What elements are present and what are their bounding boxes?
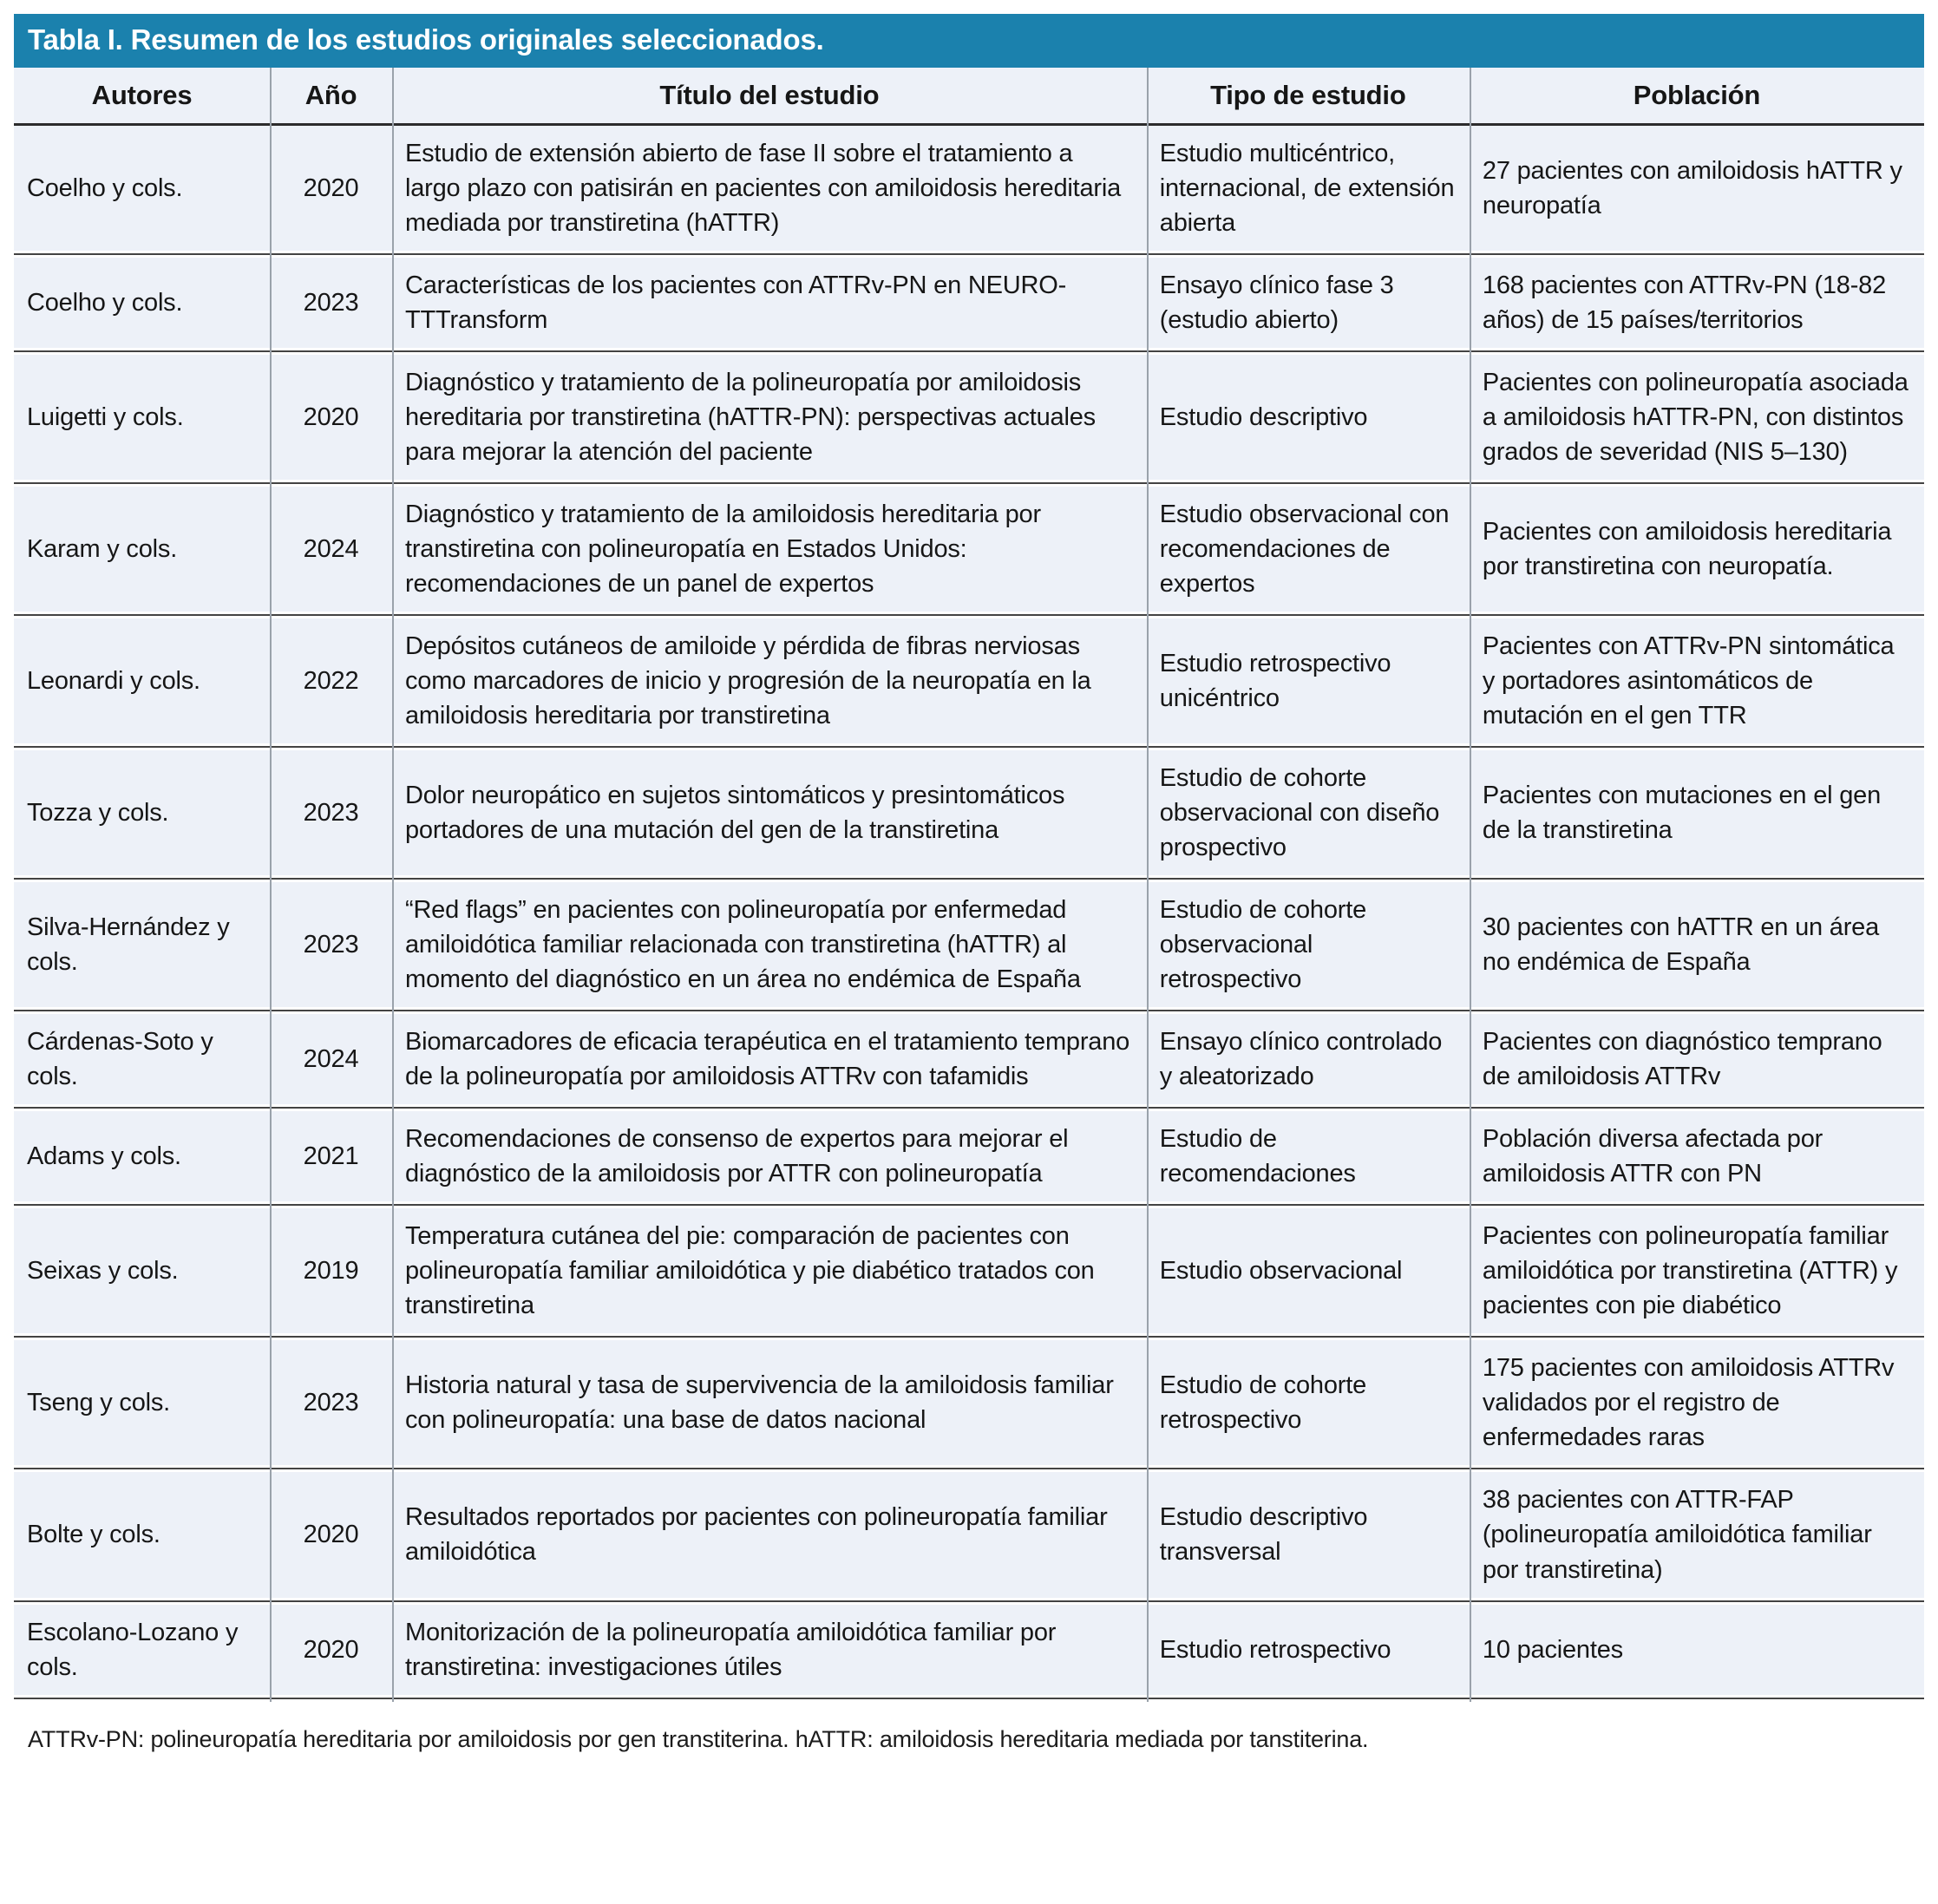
cell-titulo: Dolor neuropático en sujetos sintomáticos y presintomáticos portadores de una mutación del gen de la transtiretina	[404, 782, 1065, 845]
row-separator	[14, 251, 1924, 258]
cell-ano: 2020	[303, 403, 359, 432]
column-header-ano: Año	[304, 80, 357, 110]
column-header-tipo: Tipo de estudio	[1210, 80, 1406, 110]
cell-titulo: Historia natural y tasa de supervivencia de la amiloidosis familiar con polineuropatía: una base de datos nacional	[404, 1371, 1114, 1435]
table-footnote: ATTRv-PN: polineuropatía hereditaria por amiloidosis por gen transtiterina. hATTR: amiloidosis hereditaria mediada por tanstiterina.	[28, 1725, 1369, 1752]
cell-autores: Coelho y cols.	[27, 174, 183, 203]
cell-ano: 2019	[303, 1257, 359, 1286]
table-row	[14, 1208, 1924, 1333]
cell-autores: Seixas y cols.	[27, 1257, 179, 1286]
cell-titulo: Depósitos cutáneos de amiloide y pérdida de fibras nerviosas como marcadores de inicio y progresión de la neuropatía en la amiloidosis hereditaria por transtiretina	[404, 632, 1091, 730]
table-row	[14, 487, 1924, 612]
cell-poblacion: Pacientes con amiloidosis hereditaria por transtiretina con neuropatía.	[1482, 518, 1892, 581]
cell-poblacion: Pacientes con ATTRv-PN sintomática y portadores asintomáticos de mutación en el gen TTR	[1482, 632, 1895, 730]
cell-tipo: Estudio de cohorte observacional con diseño prospectivo	[1159, 764, 1440, 862]
table-title-bar	[14, 14, 1924, 68]
cell-ano: 2022	[303, 667, 359, 696]
cell-titulo: Temperatura cutánea del pie: comparación de pacientes con polineuropatía familiar amiloidótica y pie diabético tratados con transtiretina	[404, 1222, 1095, 1320]
cell-autores: Leonardi y cols.	[27, 667, 200, 696]
cell-autores: Escolano-Lozano y cols.	[27, 1618, 239, 1681]
cell-titulo: Resultados reportados por pacientes con polineuropatía familiar amiloidótica	[404, 1503, 1108, 1567]
cell-ano: 2023	[303, 799, 359, 828]
cell-ano: 2020	[303, 1635, 359, 1664]
table-row	[14, 618, 1924, 743]
table-row	[14, 355, 1924, 480]
cell-tipo: Estudio retrospectivo	[1159, 1635, 1391, 1664]
cell-poblacion: Pacientes con polineuropatía asociada a amiloidosis hATTR-PN, con distintos grados de severidad (NIS 5–130)	[1482, 369, 1909, 467]
column-header-titulo: Título del estudio	[659, 80, 880, 110]
table-row	[14, 1472, 1924, 1597]
table-bottom-border	[14, 1695, 1924, 1702]
row-separator	[14, 1007, 1924, 1014]
cell-autores: Adams y cols.	[27, 1142, 181, 1171]
cell-ano: 2021	[303, 1142, 359, 1171]
cell-autores: Cárdenas-Soto y cols.	[27, 1028, 213, 1091]
table-row	[14, 258, 1924, 348]
table-row	[14, 1340, 1924, 1465]
cell-poblacion: 10 pacientes	[1482, 1635, 1623, 1664]
row-separator	[14, 612, 1924, 618]
cell-tipo: Estudio observacional	[1159, 1257, 1403, 1286]
cell-ano: 2020	[303, 174, 359, 203]
row-separator	[14, 1598, 1924, 1605]
cell-ano: 2024	[303, 1045, 359, 1074]
table-header-row	[14, 68, 1924, 126]
table-row	[14, 1014, 1924, 1104]
cell-autores: Bolte y cols.	[27, 1521, 160, 1549]
row-separator	[14, 1333, 1924, 1340]
cell-tipo: Estudio de recomendaciones	[1159, 1125, 1356, 1188]
table-grid	[14, 68, 1924, 1702]
table-title: Tabla I. Resumen de los estudios originales seleccionados.	[28, 23, 824, 56]
cell-poblacion: Población diversa afectada por amiloidosis ATTR con PN	[1482, 1125, 1823, 1188]
column-header-autores: Autores	[91, 80, 193, 110]
cell-autores: Luigetti y cols.	[27, 403, 184, 432]
row-separator	[14, 875, 1924, 882]
cell-tipo: Estudio de cohorte retrospectivo	[1159, 1371, 1366, 1435]
cell-autores: Silva-Hernández y cols.	[27, 913, 230, 977]
cell-poblacion: 30 pacientes con hATTR en un área no endémica de España	[1482, 913, 1880, 977]
cell-tipo: Estudio de cohorte observacional retrospectivo	[1159, 896, 1366, 994]
column-header-poblacion: Población	[1633, 80, 1761, 110]
cell-tipo: Estudio observacional con recomendaciones de expertos	[1159, 501, 1450, 599]
cell-ano: 2023	[303, 931, 359, 959]
table-row	[14, 126, 1924, 251]
cell-titulo: Características de los pacientes con ATTRv-PN en NEURO-TTTransform	[404, 272, 1067, 335]
cell-poblacion: Pacientes con mutaciones en el gen de la transtiretina	[1482, 782, 1882, 845]
row-separator	[14, 743, 1924, 750]
cell-tipo: Estudio multicéntrico, internacional, de extensión abierta	[1159, 140, 1455, 238]
cell-ano: 2020	[303, 1521, 359, 1549]
table-row	[14, 1605, 1924, 1695]
cell-titulo: Diagnóstico y tratamiento de la amiloidosis hereditaria por transtiretina con polineuropatía en Estados Unidos: recomendaciones de un panel de expertos	[404, 501, 1041, 599]
cell-tipo: Estudio descriptivo transversal	[1159, 1503, 1368, 1567]
cell-autores: Tozza y cols.	[27, 799, 169, 828]
row-separator	[14, 1465, 1924, 1472]
cell-titulo: “Red flags” en pacientes con polineuropatía por enfermedad amiloidótica familiar relacionada con transtiretina (hATTR) al momento del diagnóstico en un área no endémica de España	[404, 896, 1081, 994]
cell-titulo: Monitorización de la polineuropatía amiloidótica familiar por transtiretina: investigaciones útiles	[404, 1618, 1057, 1681]
cell-poblacion: Pacientes con diagnóstico temprano de amiloidosis ATTRv	[1482, 1028, 1882, 1091]
cell-poblacion: 168 pacientes con ATTRv-PN (18-82 años) de 15 países/territorios	[1482, 272, 1887, 335]
cell-titulo: Estudio de extensión abierto de fase II sobre el tratamiento a largo plazo con patisirán en pacientes con amiloidosis hereditaria mediada por transtiretina (hATTR)	[404, 140, 1122, 238]
table-row	[14, 750, 1924, 875]
cell-poblacion: Pacientes con polineuropatía familiar amiloidótica por transtiretina (ATTR) y pacientes con pie diabético	[1482, 1222, 1898, 1320]
cell-ano: 2023	[303, 289, 359, 317]
row-separator	[14, 348, 1924, 355]
studies-table	[14, 14, 1924, 1795]
cell-poblacion: 27 pacientes con amiloidosis hATTR y neuropatía	[1482, 157, 1902, 220]
cell-tipo: Ensayo clínico fase 3 (estudio abierto)	[1159, 272, 1394, 335]
cell-titulo: Diagnóstico y tratamiento de la polineuropatía por amiloidosis hereditaria por transtiretina (hATTR-PN): perspectivas actuales para mejorar la atención del paciente	[404, 369, 1096, 467]
row-separator	[14, 1104, 1924, 1111]
cell-tipo: Estudio descriptivo	[1159, 403, 1368, 432]
cell-tipo: Ensayo clínico controlado y aleatorizado	[1159, 1028, 1443, 1091]
cell-autores: Tseng y cols.	[27, 1389, 171, 1417]
row-separator	[14, 1201, 1924, 1208]
cell-ano: 2024	[303, 535, 359, 564]
cell-titulo: Recomendaciones de consenso de expertos para mejorar el diagnóstico de la amiloidosis por ATTR con polineuropatía	[404, 1125, 1069, 1188]
row-separator	[14, 480, 1924, 487]
table-row	[14, 882, 1924, 1007]
cell-tipo: Estudio retrospectivo unicéntrico	[1159, 650, 1391, 713]
cell-autores: Coelho y cols.	[27, 289, 183, 317]
cell-ano: 2023	[303, 1389, 359, 1417]
cell-poblacion: 175 pacientes con amiloidosis ATTRv validados por el registro de enfermedades raras	[1482, 1354, 1895, 1452]
cell-autores: Karam y cols.	[27, 535, 178, 564]
cell-titulo: Biomarcadores de eficacia terapéutica en el tratamiento temprano de la polineuropatía por amiloidosis ATTRv con tafamidis	[404, 1028, 1130, 1091]
cell-poblacion: 38 pacientes con ATTR-FAP (polineuropatía amiloidótica familiar por transtiretina)	[1482, 1486, 1872, 1584]
table-rows	[14, 126, 1924, 1702]
table-row	[14, 1111, 1924, 1201]
